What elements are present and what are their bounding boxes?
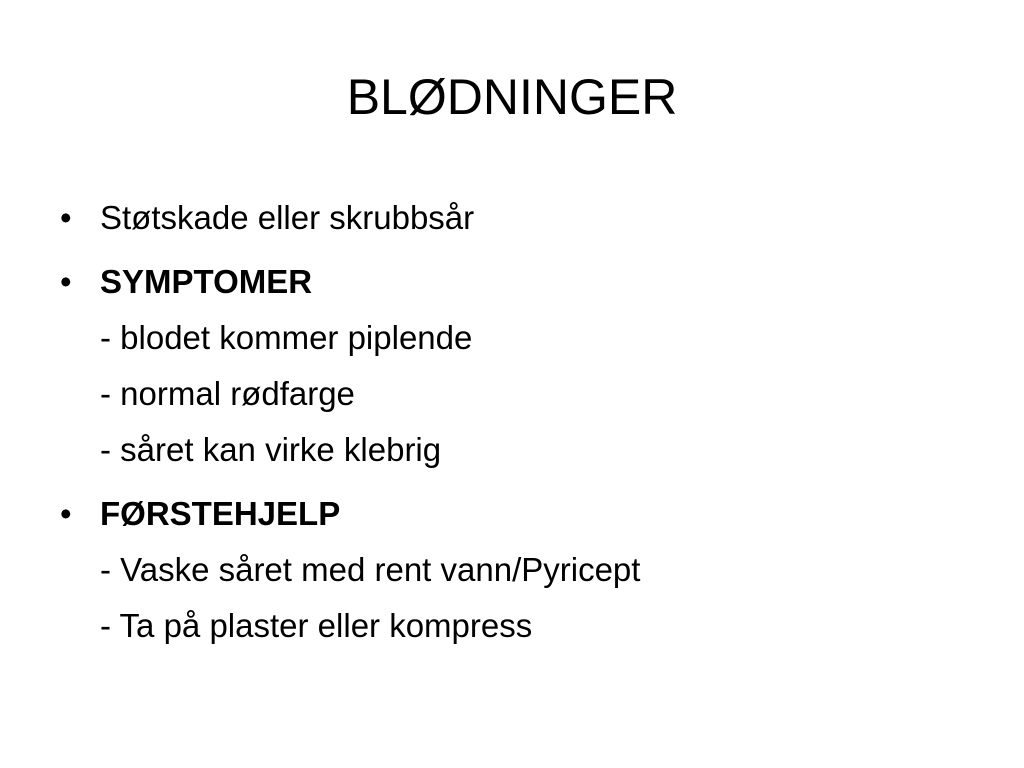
bullet-list: [58, 190, 978, 662]
bullet-icon: •: [60, 263, 72, 300]
bullet-item-symptoms: [58, 254, 978, 478]
symptom-line: - blodet kommer piplende: [100, 319, 473, 356]
first-aid-line: - Ta på plaster eller kompress: [100, 607, 533, 644]
bullet-heading: SYMPTOMER: [100, 263, 313, 300]
bullet-heading: FØRSTEHJELP: [100, 495, 341, 532]
bullet-heading: Støtskade eller skrubbsår: [100, 199, 475, 236]
bullet-icon: •: [60, 495, 72, 532]
bullet-icon: •: [60, 199, 72, 236]
first-aid-line: - Vaske såret med rent vann/Pyricept: [100, 551, 641, 588]
slide-title: BLØDNINGER: [346, 69, 678, 125]
symptom-line: - normal rødfarge: [100, 375, 355, 412]
bullet-item-first-aid: [58, 486, 978, 654]
bullet-item-injury: [58, 190, 978, 246]
symptom-line: - såret kan virke klebrig: [100, 431, 442, 468]
